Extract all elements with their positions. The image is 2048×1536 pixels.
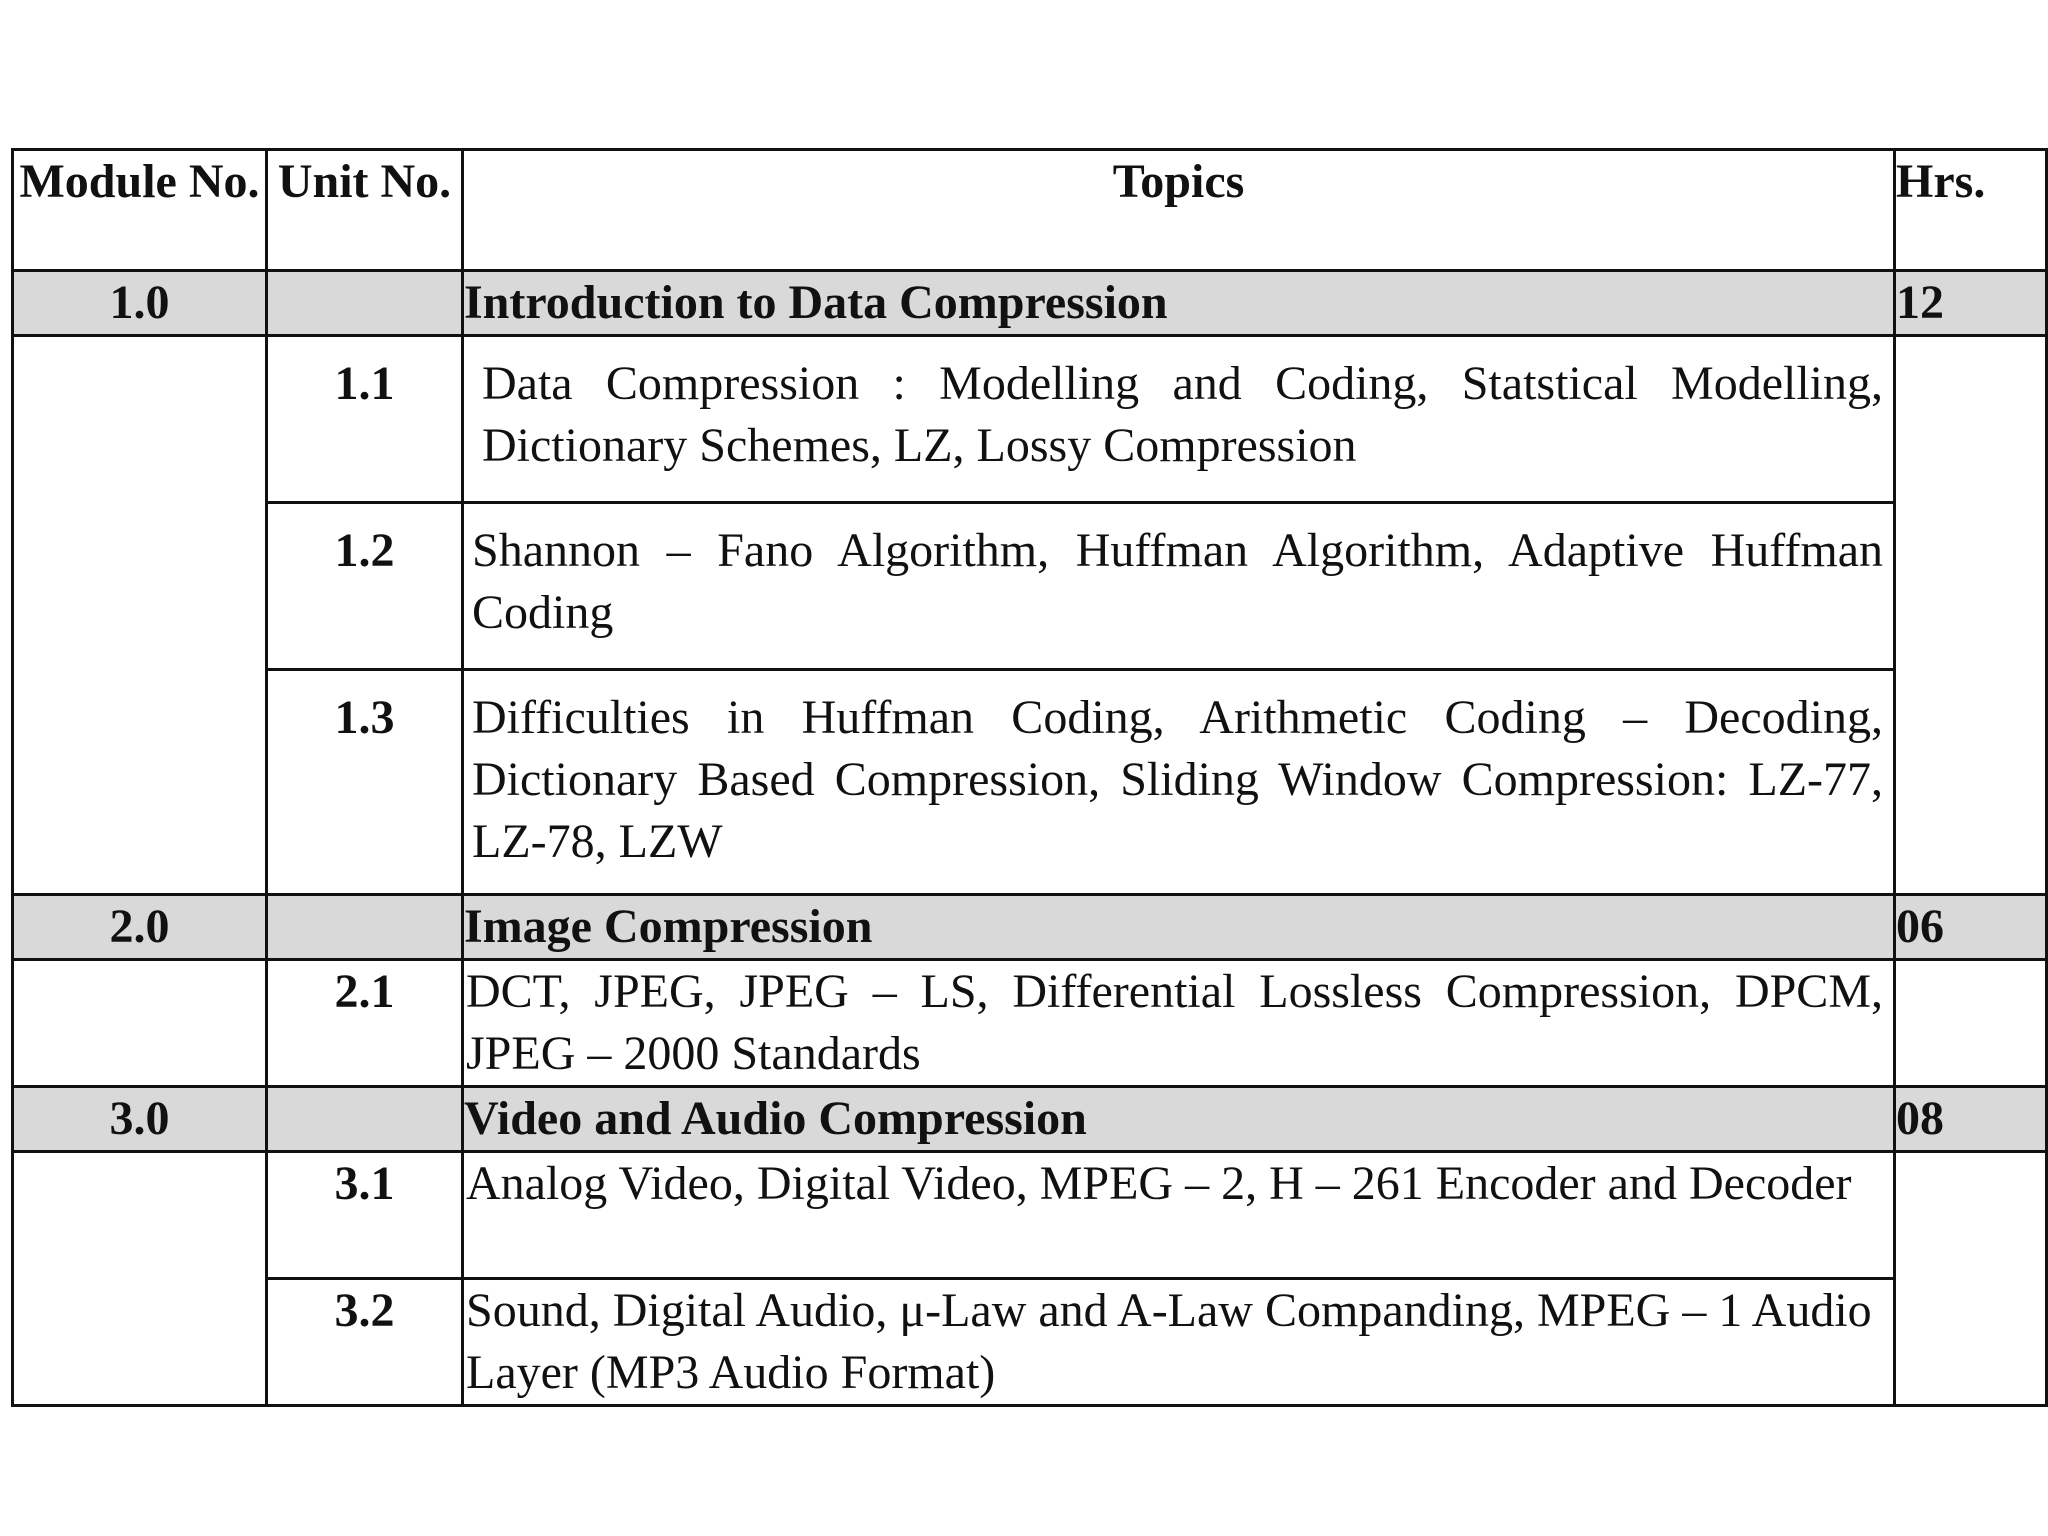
module-number: 1.0 [13, 271, 267, 336]
hrs-empty [1895, 1152, 2047, 1406]
unit-row [13, 1152, 2047, 1279]
hrs-empty [1895, 960, 2047, 1087]
unit-row [13, 960, 2047, 1087]
module-unit-empty [267, 271, 463, 336]
header-row [13, 150, 2047, 271]
module-number: 3.0 [13, 1087, 267, 1152]
hrs-empty [1895, 336, 2047, 895]
unit-row [13, 1279, 2047, 1406]
unit-number: 2.1 [267, 960, 463, 1087]
module-number-empty [13, 1152, 267, 1406]
module-number: 2.0 [13, 895, 267, 960]
module-hrs: 06 [1895, 895, 2047, 960]
unit-row [13, 670, 2047, 895]
module-row [13, 1087, 2047, 1152]
unit-topics: Difficulties in Huffman Coding, Arithmetic Coding – Decoding, Dictionary Based Compression, Sliding Window Compression: LZ-77, LZ-78, LZW [463, 670, 1895, 895]
unit-number: 1.2 [267, 503, 463, 670]
unit-topics: Sound, Digital Audio, μ-Law and A-Law Companding, MPEG – 1 Audio Layer (MP3 Audio Format) [463, 1279, 1895, 1406]
module-row [13, 271, 2047, 336]
unit-topics: Data Compression : Modelling and Coding, Statstical Modelling, Dictionary Schemes, LZ, Lossy Compression [463, 336, 1895, 503]
syllabus-table [11, 148, 2048, 1407]
module-number-empty [13, 960, 267, 1087]
unit-number: 1.3 [267, 670, 463, 895]
module-hrs: 12 [1895, 271, 2047, 336]
unit-topics: Analog Video, Digital Video, MPEG – 2, H – 261 Encoder and Decoder [463, 1152, 1895, 1279]
module-title: Image Compression [463, 895, 1895, 960]
unit-number: 1.1 [267, 336, 463, 503]
module-title: Introduction to Data Compression [463, 271, 1895, 336]
header-topics: Topics [463, 150, 1895, 271]
module-unit-empty [267, 895, 463, 960]
unit-row [13, 503, 2047, 670]
unit-number: 3.2 [267, 1279, 463, 1406]
header-module-no: Module No. [13, 150, 267, 271]
module-unit-empty [267, 1087, 463, 1152]
unit-topics: DCT, JPEG, JPEG – LS, Differential Lossless Compression, DPCM, JPEG – 2000 Standards [463, 960, 1895, 1087]
unit-number: 3.1 [267, 1152, 463, 1279]
module-row [13, 895, 2047, 960]
header-unit-no: Unit No. [267, 150, 463, 271]
unit-topics: Shannon – Fano Algorithm, Huffman Algorithm, Adaptive Huffman Coding [463, 503, 1895, 670]
unit-row [13, 336, 2047, 503]
module-hrs: 08 [1895, 1087, 2047, 1152]
header-hrs: Hrs. [1895, 150, 2047, 271]
module-title: Video and Audio Compression [463, 1087, 1895, 1152]
module-number-empty [13, 336, 267, 895]
